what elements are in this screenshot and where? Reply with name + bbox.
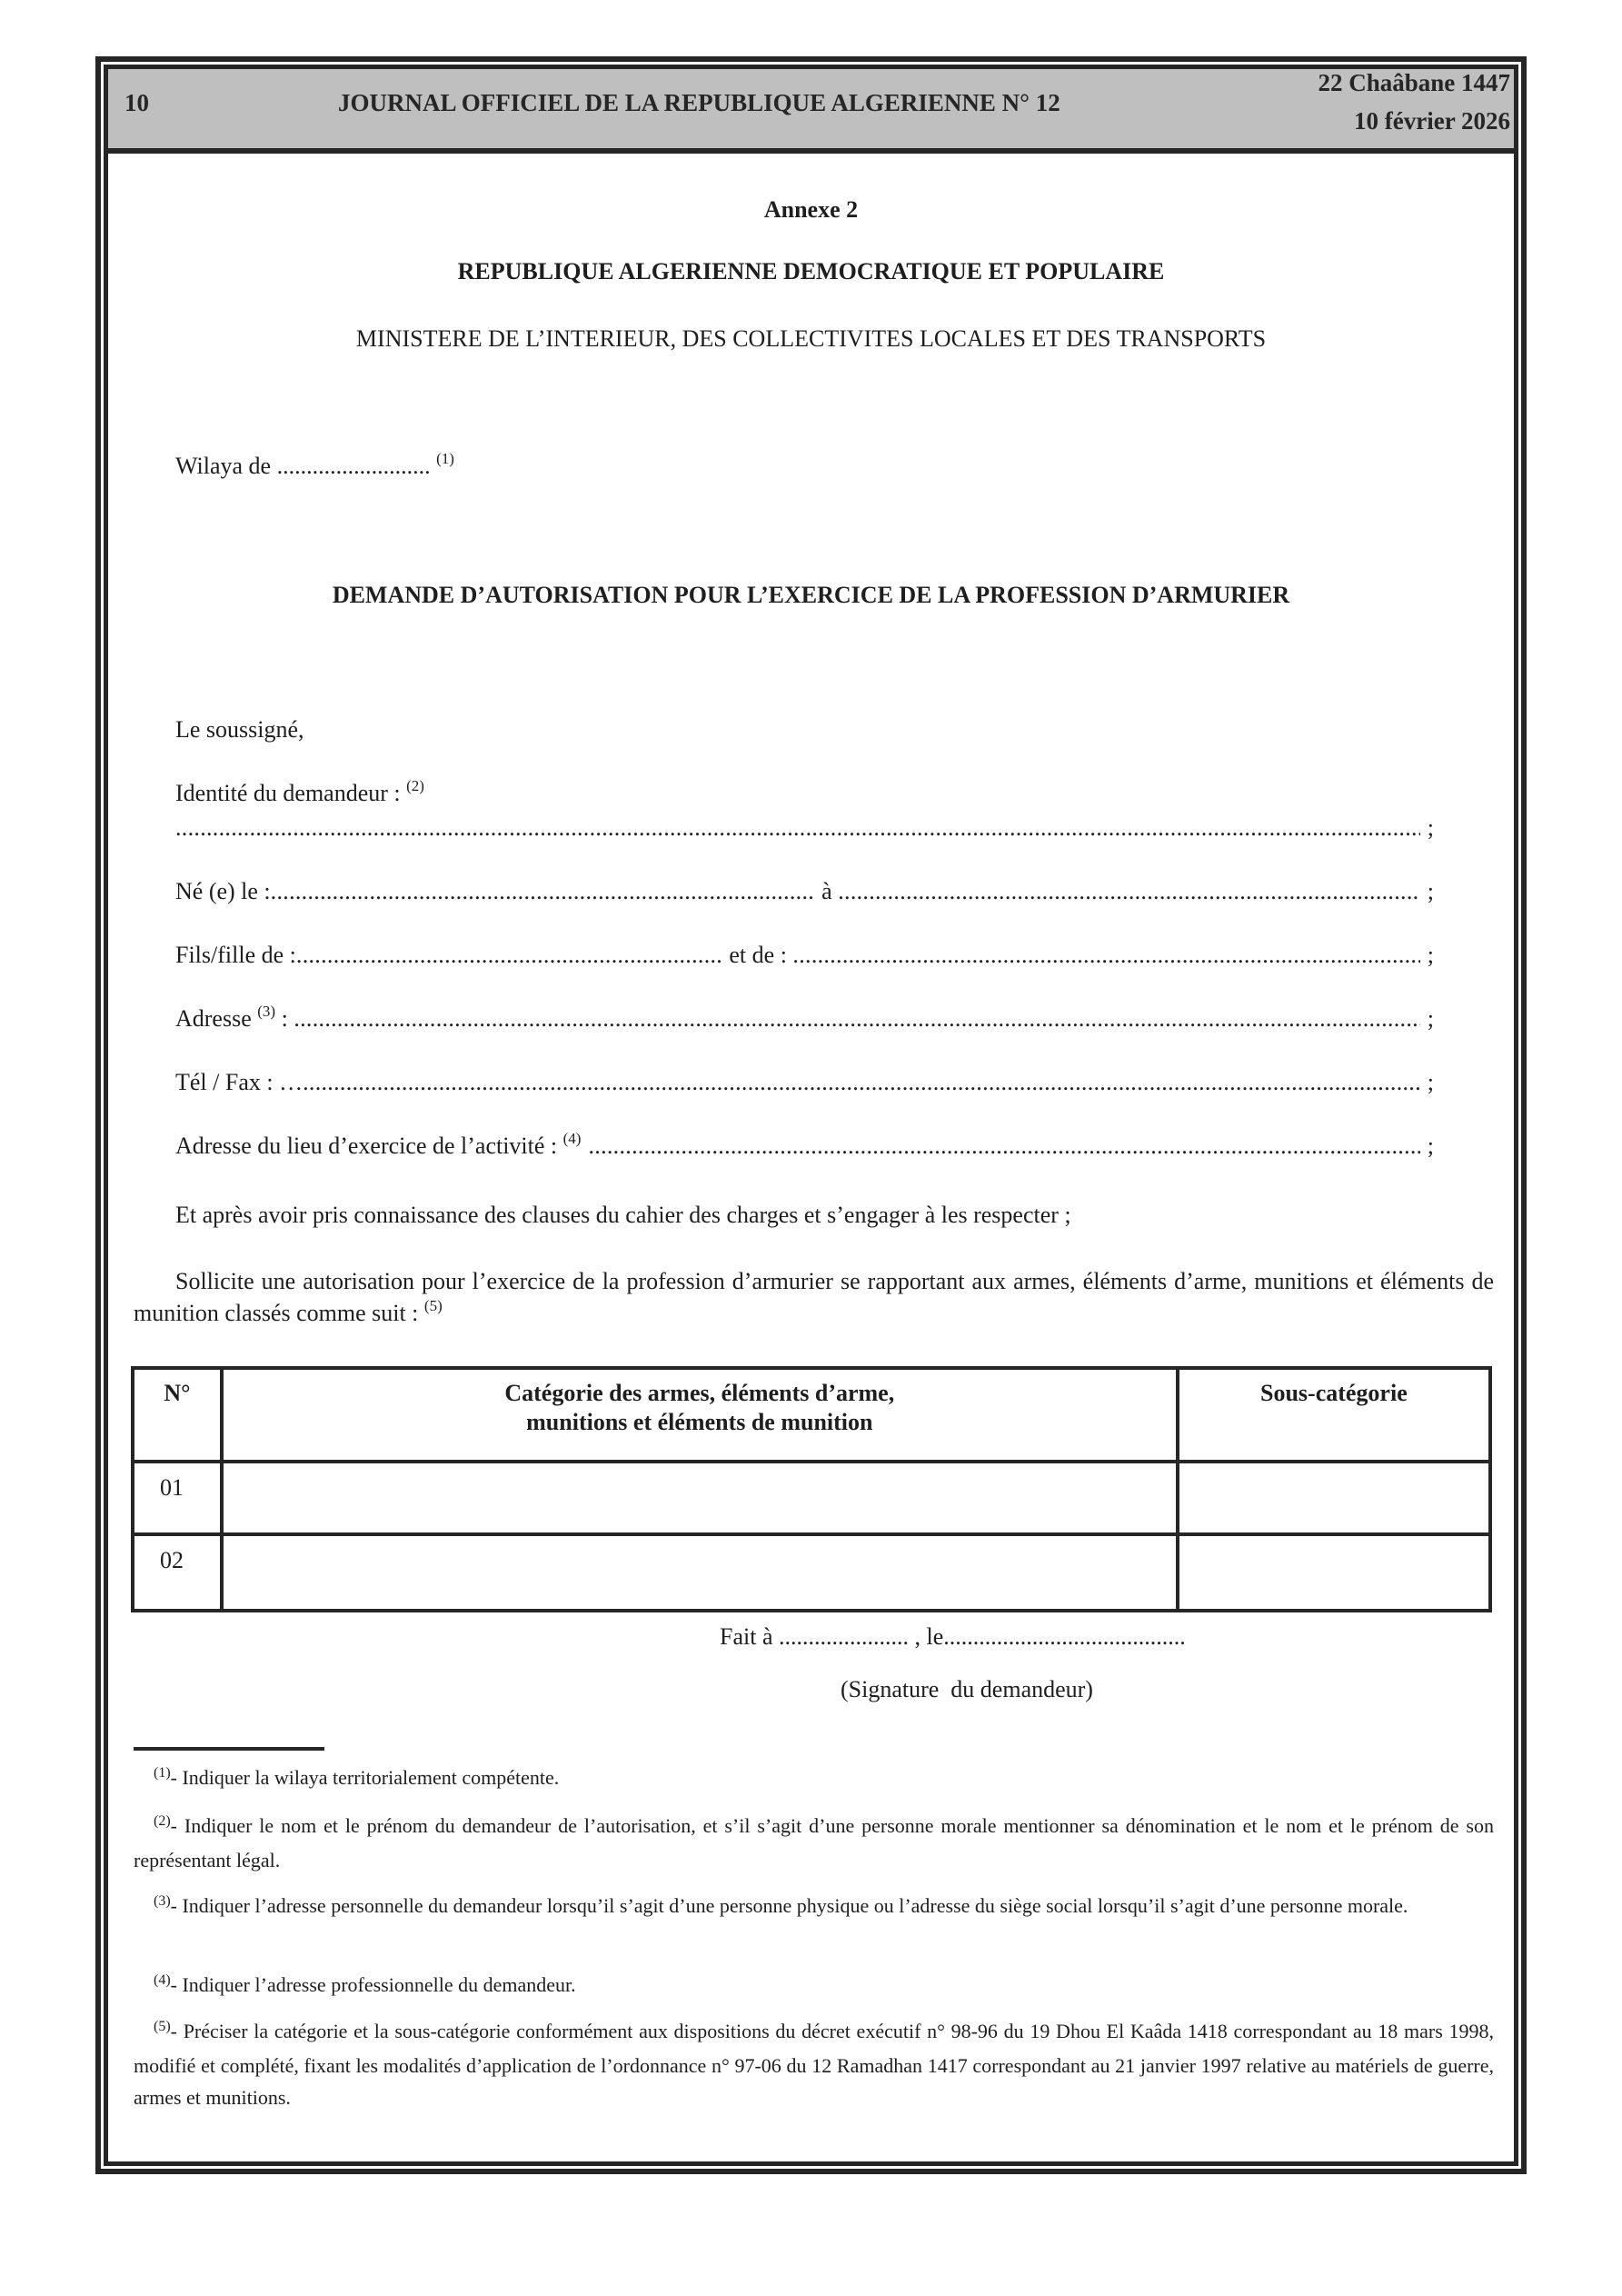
place-date-field[interactable]: Fait à ...................... , le......................................... bbox=[720, 1623, 1186, 1650]
footnote-text: - Indiquer la wilaya territorialement compétente. bbox=[170, 1766, 560, 1789]
footnote-text: - Préciser la catégorie et la sous-catégorie conformément aux dispositions du décret exécutif n° 98-96 du 19 Dhou El Kaâda 1418 correspondant au 18 mars 1998, modifié et complété, fixant les modalités d’application de l’ordonnance n° 97-06 du 12 Ramadhan 1417 correspondant au 21 janvier 1997 relative au matériels de guerre, armes et munitions. bbox=[134, 2020, 1494, 2109]
gregorian-date: 10 février 2026 bbox=[1354, 107, 1510, 135]
table-header-row bbox=[133, 1368, 1490, 1462]
birth-place-dots[interactable] bbox=[838, 878, 1420, 905]
row-subcategory-cell[interactable] bbox=[1178, 1462, 1490, 1534]
footnote-ref-3: (3) bbox=[257, 1003, 276, 1020]
republic-heading: REPUBLIQUE ALGERIENNE DEMOCRATIQUE ET POPULAIRE bbox=[457, 258, 1165, 285]
footnote-ref-1: (1) bbox=[436, 450, 454, 467]
footnote-mark: (4) bbox=[154, 1972, 171, 1988]
request-text: Sollicite une autorisation pour l’exercice de la profession d’armurier se rapportant aux armes, éléments d’arme, munitions et éléments de munition classés comme suit : bbox=[134, 1268, 1494, 1326]
address-dots[interactable] bbox=[294, 1005, 1419, 1033]
wilaya-field[interactable] bbox=[175, 450, 454, 480]
address-semicolon: ; bbox=[1427, 1005, 1434, 1032]
table-row bbox=[133, 1462, 1490, 1534]
footnote-mark: (3) bbox=[154, 1893, 171, 1909]
identity-semicolon: ; bbox=[1427, 814, 1434, 841]
col-header-category bbox=[222, 1368, 1178, 1462]
footnote-ref-2: (2) bbox=[406, 777, 424, 794]
identity-label: Identité du demandeur : bbox=[175, 780, 407, 806]
workplace-field[interactable] bbox=[175, 1130, 1434, 1160]
phone-label: Tél / Fax : … bbox=[175, 1069, 304, 1095]
birth-semicolon: ; bbox=[1427, 878, 1434, 904]
phone-semicolon: ; bbox=[1427, 1069, 1434, 1095]
workplace-dots[interactable] bbox=[588, 1133, 1419, 1160]
footnote-text: - Indiquer l’adresse professionnelle du demandeur. bbox=[170, 1973, 576, 1996]
mother-label: et de : bbox=[722, 942, 793, 968]
parents-field[interactable] bbox=[175, 942, 1434, 969]
col-header-category-line2: munitions et éléments de munition bbox=[526, 1409, 873, 1435]
footnote-1 bbox=[134, 1762, 1494, 1796]
identity-dots bbox=[175, 814, 1420, 842]
father-dots[interactable] bbox=[296, 942, 723, 969]
birth-field[interactable] bbox=[175, 878, 1434, 905]
parents-label: Fils/fille de : bbox=[175, 942, 296, 968]
birth-place-label: à bbox=[815, 878, 839, 904]
birth-label: Né (e) le : bbox=[175, 878, 271, 904]
footnote-ref-5: (5) bbox=[423, 1297, 443, 1314]
footnote-text: - Indiquer l’adresse personnelle du demandeur lorsqu’il s’agit d’une personne physique ou l’adresse du siège social lorsqu’il s’agit d’une personne morale. bbox=[170, 1894, 1408, 1917]
col-header-category-line1: Catégorie des armes, éléments d’arme, bbox=[504, 1380, 895, 1406]
acknowledgement-text: Et après avoir pris connaissance des clauses du cahier des charges et s’engager à les respecter ; bbox=[175, 1202, 1071, 1228]
journal-title: JOURNAL OFFICIEL DE LA REPUBLIQUE ALGERIENNE N° 12 bbox=[338, 89, 1060, 116]
table-row bbox=[133, 1534, 1490, 1611]
annex-label: Annexe 2 bbox=[763, 196, 859, 223]
category-table bbox=[131, 1366, 1492, 1612]
page-number: 10 bbox=[124, 89, 149, 116]
identity-label-row bbox=[175, 777, 424, 807]
birth-date-dots[interactable] bbox=[271, 878, 816, 905]
row-number: 01 bbox=[133, 1462, 222, 1534]
ministry-heading: MINISTERE DE L’INTERIEUR, DES COLLECTIVITES LOCALES ET DES TRANSPORTS bbox=[355, 325, 1267, 352]
row-category-cell[interactable] bbox=[222, 1462, 1178, 1534]
footnote-ref-4: (4) bbox=[562, 1130, 582, 1147]
address-colon: : bbox=[275, 1005, 294, 1032]
hijri-date: 22 Chaâbane 1447 bbox=[1318, 69, 1510, 96]
footnote-separator bbox=[134, 1747, 324, 1751]
footnote-text: - Indiquer le nom et le prénom du demandeur de l’autorisation, et s’il s’agit d’une personne morale mentionner sa dénomination et le nom et le prénom de son représentant légal. bbox=[134, 1814, 1494, 1872]
mother-dots[interactable] bbox=[792, 942, 1419, 969]
footnote-5 bbox=[134, 2015, 1494, 2113]
row-number: 02 bbox=[133, 1534, 222, 1611]
wilaya-label: Wilaya de bbox=[175, 453, 277, 479]
wilaya-dots: .......................... bbox=[276, 453, 431, 479]
col-header-number: N° bbox=[133, 1368, 222, 1462]
workplace-label: Adresse du lieu d’exercice de l’activité : bbox=[175, 1133, 563, 1159]
footnote-4 bbox=[134, 1969, 1494, 2003]
row-subcategory-cell[interactable] bbox=[1178, 1534, 1490, 1611]
footnote-mark: (1) bbox=[154, 1765, 171, 1781]
address-label: Adresse bbox=[175, 1005, 258, 1032]
phone-field[interactable] bbox=[175, 1069, 1434, 1096]
footnote-mark: (5) bbox=[154, 2019, 171, 2034]
footnote-2 bbox=[134, 1810, 1494, 1876]
phone-dots[interactable] bbox=[303, 1069, 1420, 1096]
row-category-cell[interactable] bbox=[222, 1534, 1178, 1611]
workplace-semicolon: ; bbox=[1427, 1133, 1434, 1159]
form-title: DEMANDE D’AUTORISATION POUR L’EXERCICE DE LA PROFESSION D’ARMURIER bbox=[332, 582, 1290, 608]
identity-field[interactable] bbox=[175, 814, 1434, 842]
footnote-3 bbox=[134, 1890, 1494, 1924]
col-header-subcategory: Sous-catégorie bbox=[1178, 1368, 1490, 1462]
request-paragraph bbox=[134, 1265, 1494, 1332]
footnote-mark: (2) bbox=[154, 1813, 171, 1829]
parents-semicolon: ; bbox=[1427, 942, 1434, 968]
signature-caption: (Signature du demandeur) bbox=[841, 1676, 1093, 1702]
undersigned-label: Le soussigné, bbox=[175, 716, 304, 743]
address-field[interactable] bbox=[175, 1005, 1434, 1033]
